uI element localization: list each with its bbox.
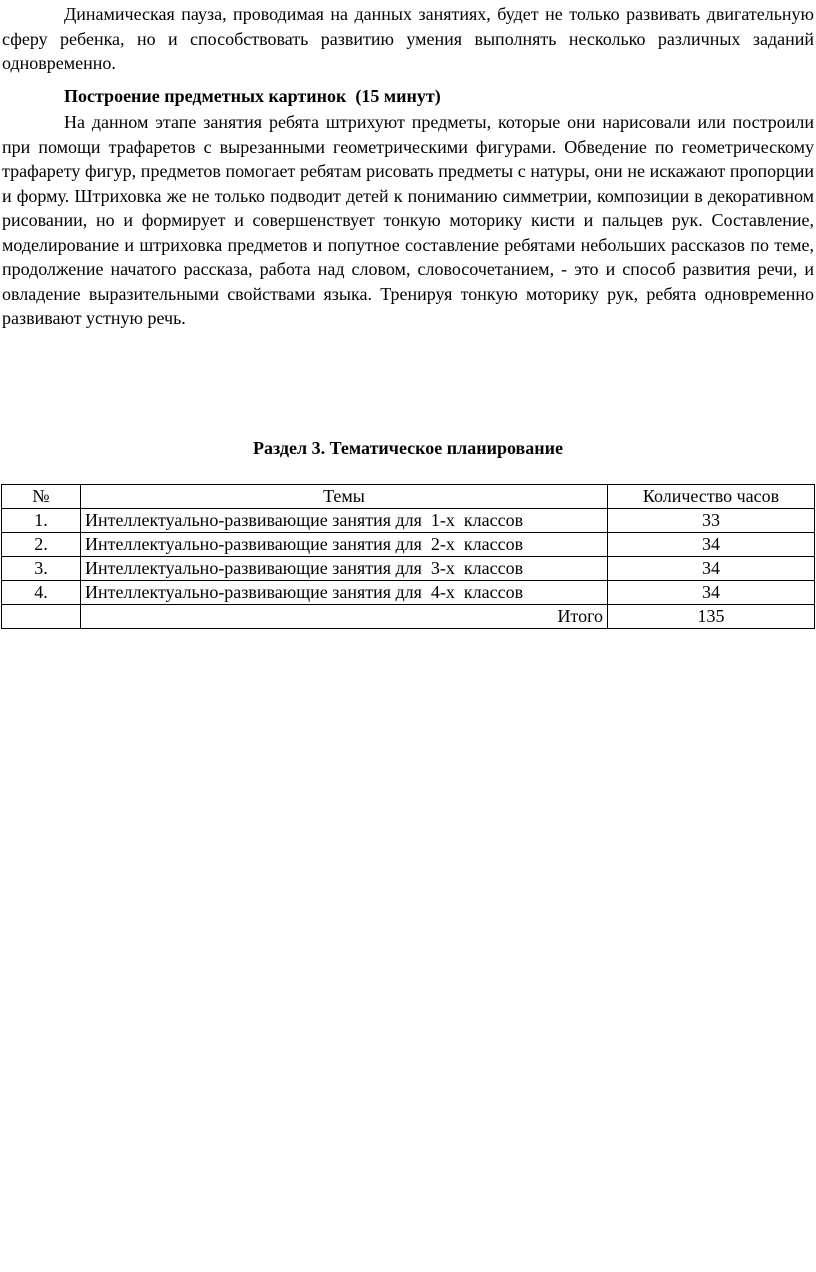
header-topic: Темы (81, 485, 608, 509)
table-row (2, 581, 815, 605)
row-topic: Интеллектуально-развивающие занятия для 1-х классов (81, 509, 608, 533)
intro-paragraph: Динамическая пауза, проводимая на данных занятиях, будет не только развивать двигательную сферу ребенка, но и способствовать развитию умения выполнять несколько различных заданий одновременно. (2, 4, 814, 73)
section-title: Раздел 3. Тематическое планирование (253, 438, 563, 458)
total-num-cell (2, 605, 81, 629)
header-num: № (2, 485, 81, 509)
table-row (2, 509, 815, 533)
row-num: 2. (2, 533, 81, 557)
row-hours: 34 (608, 533, 815, 557)
row-topic: Интеллектуально-развивающие занятия для 2-х классов (81, 533, 608, 557)
planning-table (1, 484, 815, 629)
row-num: 4. (2, 581, 81, 605)
row-num: 3. (2, 557, 81, 581)
row-hours: 34 (608, 557, 815, 581)
subheading: Построение предметных картинок (15 минут) (64, 86, 441, 106)
row-topic: Интеллектуально-развивающие занятия для 4-х классов (81, 581, 608, 605)
row-topic: Интеллектуально-развивающие занятия для 3-х классов (81, 557, 608, 581)
table-total-row (2, 605, 815, 629)
row-hours: 33 (608, 509, 815, 533)
table-row (2, 557, 815, 581)
total-value: 135 (608, 605, 815, 629)
header-hours: Количество часов (608, 485, 815, 509)
table-row (2, 533, 815, 557)
row-hours: 34 (608, 581, 815, 605)
body-paragraph: На данном этапе занятия ребята штрихуют предметы, которые они нарисовали или построили при помощи трафаретов с вырезанными геометрическими фигурами. Обведение по геометрическому трафарету фигур, предметов помогает ребятам рисовать предметы с натуры, они не искажают пропорции и форму. Штриховка же не только подводит детей к пониманию симметрии, композиции в декоративном рисовании, но и формирует и совершенствует тонкую моторику кисти и пальцев рук. Составление, моделирование и штриховка предметов и попутное составление ребятами небольших рассказов по теме, продолжение начатого рассказа, работа над словом, словосочетанием, - это и способ развития речи, и овладение выразительными свойствами языка. Тренируя тонкую моторику рук, ребята одновременно развивают устную речь. (2, 112, 814, 328)
table-header-row (2, 485, 815, 509)
row-num: 1. (2, 509, 81, 533)
total-label: Итого (81, 605, 608, 629)
